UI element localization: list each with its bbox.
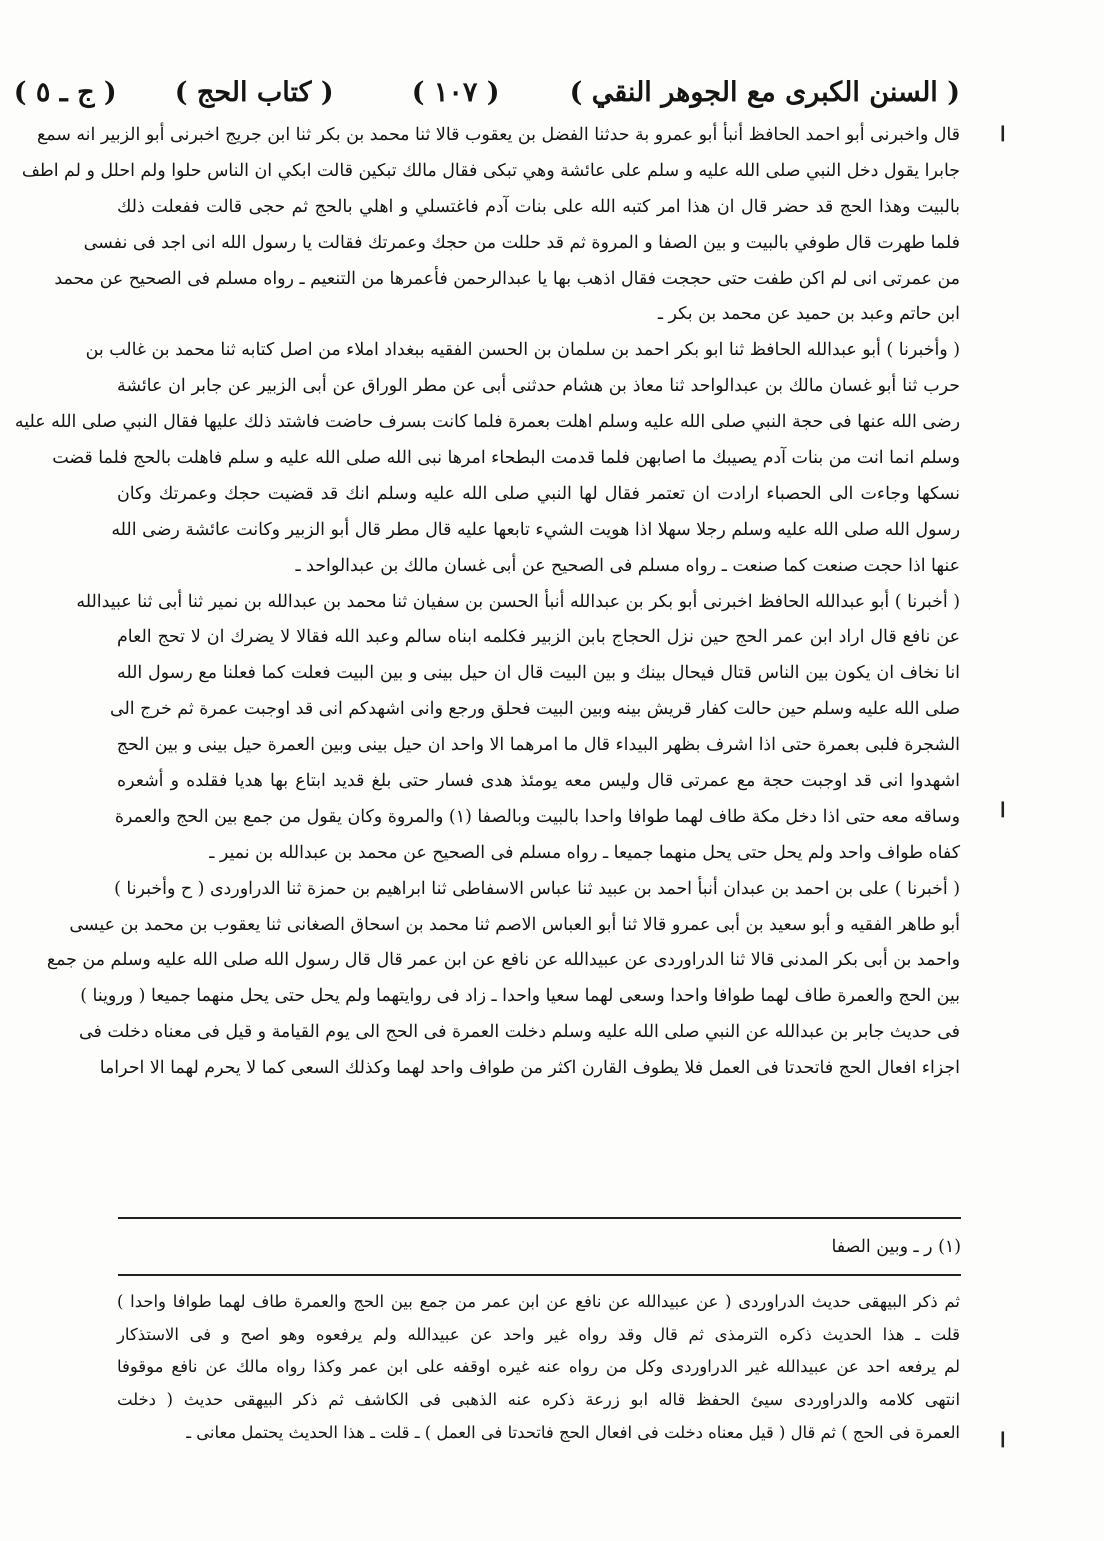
- text-line: العمرة فى الحج ) ثم قال ( قيل معناه دخلت فى افعال الحج فاتحدتا فى العمل ) ـ قلت ـ هذا الحديث يحتمل معانى ـ: [186, 1422, 960, 1442]
- text-line: قلت ـ هذا الحديث ذكره الترمذى ثم قال وقد رواه غير واحد عن عبيدالله ولم يرفعوه وهو اصح و فى الاستذكار: [117, 1324, 960, 1344]
- header-title: ( السنن الكبرى مع الجوهر النقي ): [569, 76, 960, 108]
- text-line: فى حديث جابر بن عبدالله عن النبي صلى الله عليه وسلم دخلت العمرة فى الحج الى يوم القيامة و قيل فى معناه دخلت فى: [78, 1022, 960, 1043]
- text-line: أبو طاهر الفقيه و أبو سعيد بن أبى عمرو قالا ثنا أبو العباس الاصم ثنا محمد بن اسحاق الصغانى ثنا يعقوب بن محمد بن عيسى: [69, 914, 960, 935]
- text-line: واحمد بن أبى بكر المدنى قالا ثنا الدراوردى عن عبيدالله عن نافع عن ابن عمر قال قال رسول الله صلى الله عليه وسلم من جمع: [46, 950, 960, 971]
- commentary-text: [117, 1286, 960, 1449]
- text-line: ابن حاتم وعبد بن حميد عن محمد بن بكر ـ: [657, 304, 960, 325]
- text-line: قال واخبرنى أبو احمد الحافظ أنبأ أبو عمرو بة حدثنا الفضل بن يعقوب قالا ثنا محمد بن بكر ثنا ابن جريج اخبرنى أبو الزبير انه سمع: [36, 125, 960, 145]
- text-line: حرب ثنا أبو غسان مالك بن عبدالواحد ثنا معاذ بن هشام حدثنى أبى عن مطر الوراق عن أبى الزبير عن جابر ان عائشة: [117, 376, 960, 397]
- text-line: الشجرة فلبى بعمرة حتى اذا اشرف بظهر البيداء قال ما امرهما الا واحد ان حيل بينى وبين العمرة حيل بينى و بين الحج: [116, 735, 960, 756]
- text-line: صلى الله عليه وسلم حين حالت كفار قريش بينه وبين البيت فحلق ورجع وانى اشهدكم انى قد اوجبت عمرة ثم خرج الى: [110, 699, 960, 720]
- text-line: رسول الله صلى الله عليه وسلم رجلا سهلا اذا هويت الشيء تابعها عليه قال مطر قال أبو الزبير وكانت عائشة رضى الله: [111, 519, 960, 540]
- text-line: رضى الله عنها فى حجة النبي صلى الله عليه وسلم اهلت بعمرة فلما كانت بسرف حاضت فاشتد ذلك عليها فقال النبي صلى الله عليه: [14, 412, 960, 433]
- text-line: انتهى كلامه والدراوردى سيئ الحفظ قاله ابو زرعة ذكره عنه الذهبى فى الكاشف ثم ذكر البيهقى حديث ( دخلت: [117, 1390, 960, 1410]
- text-line: عنها اذا حجت صنعت كما صنعت ـ رواه مسلم فى الصحيح عن أبى غسان مالك بن عبدالواحد ـ: [295, 555, 960, 576]
- text-line: ثم ذكر البيهقى حديث الدراوردى ( عن عبيدالله عن نافع عن ابن عمر من جمع بين الحج والعمرة طاف لهما طوافا واحدا ): [117, 1292, 960, 1311]
- text-line: انا نخاف ان يكون بين الناس قتال فيحال بينك و بين البيت قال ان حيل بينى و بين البيت فعلت كما فعلنا مع رسول الله: [117, 663, 960, 684]
- text-line: وسلم انما انت من بنات آدم يصيبك ما اصابهن فلما قدمت البطحاء امرها نبى الله صلى الله عليه و سلم فاهلت بالحج فلما قضت: [52, 448, 960, 469]
- running-header: [13, 70, 960, 114]
- page-number: ( ١٠٧ ): [411, 76, 500, 108]
- margin-mark: ا: [1000, 122, 1006, 146]
- commentary-rule: [118, 1274, 961, 1276]
- text-line: لم يرفعه احد عن عبيدالله غير الدراوردى وكل من رواه عنه غيره اوقفه على ابن عمر وكذا رواه مالك عن نافع موقوفا: [117, 1357, 960, 1377]
- text-line: من عمرتى انى لم اكن طفت حتى حججت فقال اذهب بها يا عبدالرحمن فأعمرها من التنعيم ـ رواه مسلم فى الصحيح عن محمد: [54, 268, 960, 289]
- text-line: وساقه معه حتى اذا دخل مكة طاف لهما طوافا واحدا بالبيت وبالصفا (١) والمروة وكان يقول من جمع بين الحج والعمرة: [114, 806, 960, 827]
- text-line: نسكها وجاءت الى الحصباء ارادت ان تعتمر فقال لها النبي صلى الله عليه وسلم انك قد قضيت حجك وعمرتك وكان: [117, 483, 960, 504]
- footnote-rule: [118, 1217, 961, 1219]
- text-line: اشهدوا انى قد اوجبت حجة مع عمرتى قال وليس معه يومئذ هدى فسار حتى بلغ قديد ابتاع بها هديا فقلده و أشعره: [117, 771, 960, 792]
- margin-mark: ا: [1000, 1428, 1006, 1452]
- text-line: بين الحج والعمرة طاف لهما طوافا واحدا وسعى لهما سعيا واحدا ـ زاد فى روايتهما ولم يحل حتى يحل منهما جميعا ( وروينا ): [80, 986, 960, 1007]
- footnote: (١) ر ـ وبين الصفا: [831, 1237, 961, 1257]
- text-line: اجزاء افعال الحج فاتحدتا فى العمل فلا يطوف القارن اكثر من طواف واحد لهما وكذلك السعى كما لا يحرم لهما الا احراما: [99, 1058, 960, 1079]
- text-line: جابرا يقول دخل النبي صلى الله عليه و سلم على عائشة وهي تبكى فقال مالك تبكين قالت ابكي ان الناس حلوا ولم احلل و لم اطف: [21, 160, 960, 181]
- margin-mark: ا: [1000, 798, 1006, 822]
- header-volume: ( ج ـ ٥ ): [13, 76, 117, 108]
- text-line: ( وأخبرنا ) أبو عبدالله الحافظ ثنا ابو بكر احمد بن سلمان بن الحسن الفقيه ببغداد املاء من اصل كتابه ثنا محمد بن غالب بن: [85, 340, 960, 361]
- text-line: فلما طهرت قال طوفي بالبيت و بين الصفا و المروة ثم قد حللت من حجك وعمرتك فقالت يا رسول الله انى اجد فى نفسى: [83, 232, 960, 253]
- text-line: ( أخبرنا ) على بن احمد بن عبدان أنبأ احمد بن عبيد ثنا عباس الاسفاطى ثنا ابراهيم بن حمزة ثنا الدراوردى ( ح وأخبرنا ): [114, 878, 960, 899]
- main-text: [14, 118, 960, 1087]
- text-line: عن نافع قال اراد ابن عمر الحج حين نزل الحجاج بابن الزبير فكلمه ابناه سالم وعبد الله فقالا لا يضرك ان لا تحج العام: [117, 627, 960, 648]
- text-line: بالبيت وهذا الحج قد حضر قال ان هذا امر كتبه الله على بنات آدم فاغتسلي و اهلي بالحج ثم حجى قالت ففعلت ذلك: [117, 196, 960, 217]
- header-book: ( كتاب الحج ): [174, 76, 334, 108]
- text-line: كفاه طواف واحد ولم يحل حتى يحل منهما جميعا ـ رواه مسلم فى الصحيح عن محمد بن عبدالله بن نمير ـ: [209, 842, 960, 863]
- text-line: ( أخبرنا ) أبو عبدالله الحافظ اخبرنى أبو بكر بن عبدالله أنبأ الحسن بن سفيان ثنا محمد بن عبدالله بن نمير ثنا أبى ثنا عبيدالله: [76, 591, 960, 612]
